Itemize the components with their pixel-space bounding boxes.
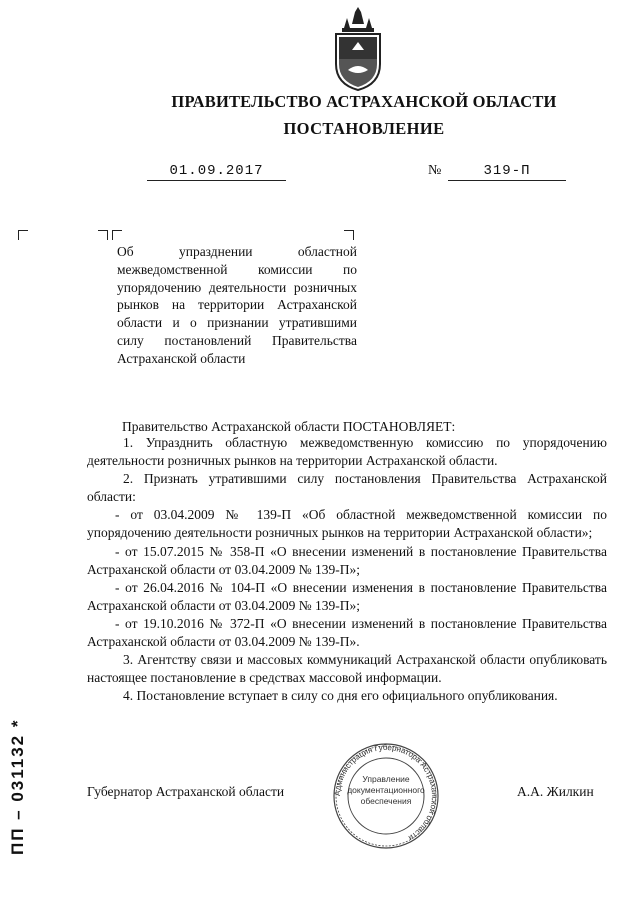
paragraph-2: 2. Признать утратившими силу постановления Правительства Астраханской области:	[87, 471, 607, 505]
document-body	[87, 434, 607, 705]
document-type-title: ПОСТАНОВЛЕНИЕ	[283, 119, 445, 138]
stamp-center-text: Управление документационного обеспечения	[347, 774, 425, 806]
corner-mark-mid-left	[112, 230, 122, 240]
coat-of-arms-icon	[332, 6, 384, 92]
paragraph-3: 3. Агентству связи и массовых коммуникаций Астраханской области опубликовать настоящее постановление в средствах массовой информации.	[87, 652, 607, 686]
signer-name: А.А. Жилкин	[517, 784, 594, 799]
document-number: 319-П	[448, 162, 566, 181]
intro-line: Правительство Астраханской области ПОСТАНОВЛЯЕТ:	[122, 419, 456, 434]
list-item: - от 03.04.2009 № 139-П «Об областной межведомственной комиссии по упорядочению деятельности розничных рынков на территории Астраханской области»;	[87, 507, 607, 541]
signer-position: Губернатор Астраханской области	[87, 784, 285, 799]
number-label: №	[428, 163, 442, 178]
list-item: - от 26.04.2016 № 104-П «О внесении изменения в постановление Правительства Астраханской области от 03.04.2009 № 139-П»;	[87, 579, 607, 613]
government-title: ПРАВИТЕЛЬСТВО АСТРАХАНСКОЙ ОБЛАСТИ	[171, 92, 557, 111]
stamp-ring-text: Администрация Губернатора Астраханской области	[332, 742, 440, 843]
paragraph-4: 4. Постановление вступает в силу со дня его официального опубликования.	[123, 688, 558, 704]
paragraph-1: 1. Упразднить областную межведомственную комиссию по упорядочению деятельности розничных рынков на территории Астраханской области.	[87, 435, 607, 469]
list-item: - от 19.10.2016 № 372-П «О внесении изменений в постановление Правительства Астраханской области от 03.04.2009 № 139-П».	[87, 615, 607, 650]
document-subject: Об упразднении областной межведомственной комиссии по упорядочению деятельности розничных рынков на территории Астраханской области и о признании утратившими силу постановлений Правительства Астраханской области	[117, 244, 357, 366]
registry-code: ПП – 031132 *	[8, 718, 27, 855]
list-item: - от 15.07.2015 № 358-П «О внесении изменений в постановление Правительства Астраханской области от 03.04.2009 № 139-П»;	[87, 543, 607, 577]
corner-mark-mid-right	[98, 230, 108, 240]
corner-mark-left	[18, 230, 28, 240]
corner-mark-right	[344, 230, 354, 240]
document-date: 01.09.2017	[147, 162, 286, 181]
